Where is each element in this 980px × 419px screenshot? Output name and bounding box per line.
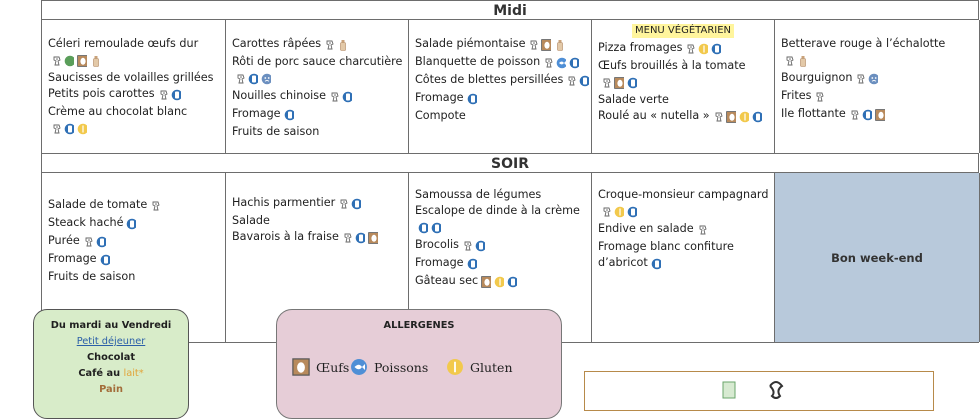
- dish-item: [48, 215, 219, 233]
- pork-icon: [324, 39, 334, 51]
- dish-name: Fruits de saison: [48, 270, 136, 283]
- weekend-label: Bon week-end: [831, 250, 923, 265]
- egg-icon: [614, 77, 624, 89]
- soir-day-4: [592, 173, 775, 342]
- dish-allergen-icons: [415, 219, 585, 237]
- milk-bottle-icon: [90, 55, 100, 67]
- dish-name: Saucisses de volailles grillées: [48, 71, 214, 84]
- dish-item: [415, 72, 585, 90]
- pork-icon: [338, 198, 348, 210]
- dish-allergen-icons: [598, 74, 768, 92]
- pork-icon: [150, 200, 160, 212]
- pork-icon: [83, 236, 93, 248]
- dish-item: [232, 213, 402, 229]
- dish-item: [232, 88, 402, 106]
- pork-icon: [528, 39, 538, 51]
- gluten-icon: [739, 111, 749, 123]
- dish-allergen-icons: [48, 120, 219, 138]
- dish-item: [781, 106, 973, 124]
- dish-item: [232, 229, 402, 247]
- lactose-icon: [475, 240, 485, 252]
- breakfast-item-pain: Pain: [99, 384, 123, 395]
- dish-name: Céleri remoulade œufs dur: [48, 37, 199, 50]
- dish-name: Bourguignon: [781, 71, 853, 84]
- dish-item: [781, 88, 973, 106]
- pork-icon: [849, 109, 859, 121]
- breakfast-item-cafe: Café au lait*: [78, 368, 144, 379]
- allergen-legend-egg: [289, 358, 349, 376]
- dish-item: [598, 40, 768, 58]
- lactose-icon: [467, 93, 477, 105]
- dish-name: Fromage: [48, 252, 97, 265]
- dish-name: Endive en salade: [598, 222, 694, 235]
- allergen-label: Gluten: [470, 360, 513, 375]
- pork-icon: [342, 232, 352, 244]
- pork-icon: [462, 240, 472, 252]
- allergen-label: Œufs: [316, 360, 350, 375]
- dish-item: [598, 239, 768, 255]
- lactose-icon: [64, 123, 74, 135]
- lactose-icon: [355, 232, 365, 244]
- breakfast-item-chocolat: Chocolat: [86, 352, 136, 363]
- dish-item: [415, 90, 585, 108]
- dish-name: Purée: [48, 234, 80, 247]
- dish-item: [415, 108, 585, 124]
- recycle-icon: [723, 382, 735, 398]
- dish-name: Compote: [415, 109, 466, 122]
- dish-item: [232, 54, 402, 70]
- dish-item: [598, 92, 768, 108]
- pork-icon: [784, 55, 794, 67]
- dish-item: [598, 255, 768, 273]
- milk-bottle-icon: [337, 39, 347, 51]
- lactose-icon: [862, 109, 872, 121]
- pork-icon: [685, 43, 695, 55]
- allergen-legend-gluten: [443, 358, 513, 376]
- dish-allergen-icons: [48, 52, 219, 70]
- legend-box-right: [584, 371, 934, 411]
- dish-name: Crème au chocolat blanc: [48, 105, 188, 118]
- dish-item: [415, 187, 585, 203]
- dish-name: Croque-monsieur campagnard: [598, 188, 769, 201]
- pork-icon: [51, 123, 61, 135]
- dish-item: [48, 269, 219, 285]
- dish-name: Samoussa de légumes: [415, 188, 542, 201]
- allergen-legend-fish: [347, 358, 428, 376]
- lactose-icon: [507, 276, 517, 288]
- dish-item: [48, 36, 219, 52]
- pork-icon: [814, 91, 824, 103]
- green-icon: [64, 55, 74, 67]
- dish-allergen-icons: [781, 52, 973, 70]
- dish-name: Salade de tomate: [48, 198, 148, 211]
- gluten-icon: [494, 276, 504, 288]
- lactose-icon: [627, 206, 637, 218]
- dish-item: [48, 251, 219, 269]
- dish-name: Fromage: [415, 91, 464, 104]
- gluten-icon: [77, 123, 87, 135]
- dish-name: Gâteau sec: [415, 274, 479, 287]
- egg-icon: [292, 358, 310, 376]
- pork-icon: [697, 224, 707, 236]
- dish-item: [232, 36, 402, 54]
- lactose-icon: [579, 75, 589, 87]
- pork-icon: [543, 57, 553, 69]
- egg-icon: [541, 39, 551, 51]
- dish-name: Petits pois carottes: [48, 87, 155, 100]
- midi-day-1: [42, 20, 226, 153]
- dish-item: [48, 86, 219, 104]
- pork-icon: [855, 73, 865, 85]
- lactose-icon: [248, 73, 258, 85]
- dish-item: [598, 221, 768, 239]
- dish-name: Steack haché: [48, 216, 124, 229]
- milk-bottle-icon: [797, 55, 807, 67]
- breakfast-box: [33, 309, 189, 419]
- dish-item: [415, 237, 585, 255]
- gluten-icon: [446, 358, 464, 376]
- breakfast-title[interactable]: Petit déjeuner: [76, 336, 146, 347]
- dish-item: [232, 195, 402, 213]
- pork-icon: [601, 206, 611, 218]
- egg-icon: [875, 109, 885, 121]
- squiggle-icon: [770, 382, 782, 398]
- dish-item: [598, 187, 768, 203]
- midi-day-2: [226, 20, 409, 153]
- gluten-icon: [614, 206, 624, 218]
- milk-link: lait*: [123, 368, 144, 379]
- pork-icon: [713, 111, 723, 123]
- dish-name: Pizza fromages: [598, 41, 683, 54]
- soir-header: SOIR: [41, 153, 979, 173]
- midi-day-3: [409, 20, 592, 153]
- dish-allergen-icons: [232, 70, 402, 88]
- lactose-icon: [752, 111, 762, 123]
- soir-day-5: [775, 173, 980, 342]
- dish-name: Ile flottante: [781, 107, 846, 120]
- dish-name: Fromage blanc confiture: [598, 240, 734, 253]
- lactose-icon: [100, 254, 110, 266]
- dish-name: Carottes râpées: [232, 37, 322, 50]
- midi-day-4: [592, 20, 775, 153]
- dish-item: [415, 255, 585, 273]
- milk-bottle-icon: [554, 39, 564, 51]
- midi-header: Midi: [41, 0, 979, 20]
- dish-item: [415, 273, 585, 291]
- dish-name: Roulé au « nutella »: [598, 109, 710, 122]
- breakfast-days: Du mardi au Vendredi: [50, 320, 172, 331]
- dish-name: Côtes de blettes persillées: [415, 73, 564, 86]
- pork-icon: [158, 89, 168, 101]
- gluten-icon: [698, 43, 708, 55]
- dish-name: Hachis parmentier: [232, 196, 336, 209]
- dish-name: Brocolis: [415, 238, 459, 251]
- dish-name: Fromage: [232, 107, 281, 120]
- dish-name: Salade piémontaise: [415, 37, 526, 50]
- lactose-icon: [171, 89, 181, 101]
- lactose-icon: [351, 198, 361, 210]
- dish-item: [48, 233, 219, 251]
- egg-icon: [726, 111, 736, 123]
- lactose-icon: [418, 222, 428, 234]
- egg-icon: [368, 232, 378, 244]
- dish-item: [415, 54, 585, 72]
- midi-day-5: [775, 20, 980, 153]
- face-icon: [261, 73, 271, 85]
- dish-name: Frites: [781, 89, 812, 102]
- dish-item: [415, 36, 585, 54]
- pork-icon: [566, 75, 576, 87]
- fish-icon: [556, 57, 566, 69]
- dish-name: Escalope de dinde à la crème: [415, 204, 580, 217]
- lactose-icon: [651, 258, 661, 270]
- pork-icon: [235, 73, 245, 85]
- dish-item: [232, 106, 402, 124]
- dish-name: Bavarois à la fraise: [232, 230, 339, 243]
- allergens-title: ALLERGENES: [383, 320, 455, 331]
- dish-name: Fruits de saison: [232, 125, 320, 138]
- dish-item: [781, 36, 973, 52]
- lactose-icon: [96, 236, 106, 248]
- egg-icon: [481, 276, 491, 288]
- dish-item: [48, 104, 219, 120]
- dish-name: d’abricot: [598, 256, 648, 269]
- midi-row: [41, 20, 979, 154]
- lactose-icon: [126, 218, 136, 230]
- vegetarian-menu-title: MENU VÉGÉTARIEN: [632, 24, 734, 38]
- dish-item: [598, 108, 768, 126]
- lactose-icon: [431, 222, 441, 234]
- lactose-icon: [627, 77, 637, 89]
- face-icon: [868, 73, 878, 85]
- fish-icon: [350, 358, 368, 376]
- allergen-label: Poissons: [374, 360, 429, 375]
- dish-item: [598, 58, 768, 74]
- pork-icon: [601, 77, 611, 89]
- dish-name: Œufs brouillés à la tomate: [598, 59, 746, 72]
- dish-name: Salade: [232, 214, 270, 227]
- dish-name: Rôti de porc sauce charcutière: [232, 55, 403, 68]
- dish-item: [232, 124, 402, 140]
- pork-icon: [51, 55, 61, 67]
- dish-name: Nouilles chinoise: [232, 89, 327, 102]
- lactose-icon: [342, 91, 352, 103]
- dish-item: [781, 70, 973, 88]
- lactose-icon: [467, 258, 477, 270]
- pork-icon: [329, 91, 339, 103]
- dish-name: Fromage: [415, 256, 464, 269]
- dish-item: [415, 203, 585, 219]
- dish-name: Betterave rouge à l’échalotte: [781, 37, 946, 50]
- lactose-icon: [284, 109, 294, 121]
- lactose-icon: [569, 57, 579, 69]
- dish-item: [48, 197, 219, 215]
- dish-name: Blanquette de poisson: [415, 55, 541, 68]
- dish-item: [48, 70, 219, 86]
- lactose-icon: [711, 43, 721, 55]
- legend-decorations: [585, 372, 935, 412]
- dish-allergen-icons: [598, 203, 768, 221]
- egg-icon: [77, 55, 87, 67]
- dish-name: Salade verte: [598, 93, 669, 106]
